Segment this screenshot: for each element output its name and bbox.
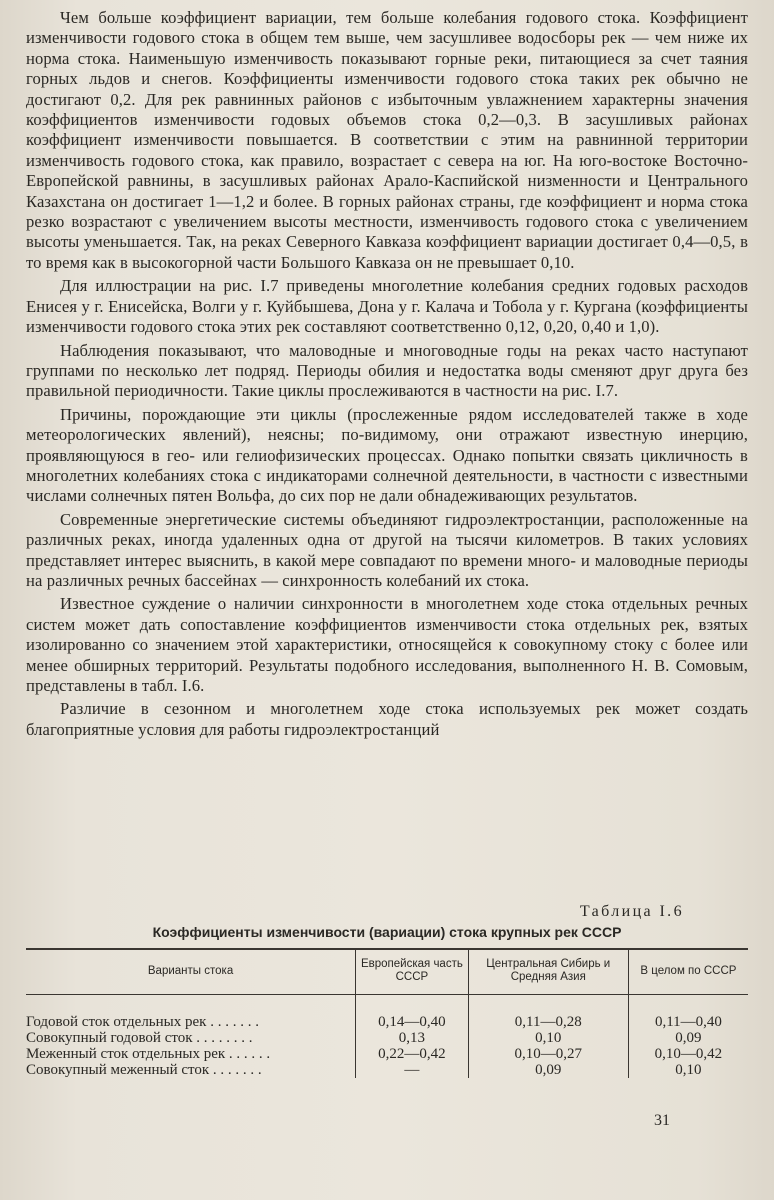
row-label: Совокупный годовой сток . . . . . . . . xyxy=(26,1030,253,1046)
paragraph: Современные энергетические системы объединяют гидроэлектростанции, расположенные на различных реках, иногда удаленных одна от другой на тысячи километров. В таких условиях представляет интерес выяснить, в какой мере совпадают по времени много- и маловодные периоды на различных речных бассейнах — синхронность колебаний их стока. xyxy=(26,509,748,590)
cell-european: 0,13 xyxy=(356,1030,469,1046)
table-row xyxy=(26,995,748,1031)
table-row xyxy=(26,1062,748,1078)
header-flow-variant: Варианты стока xyxy=(26,949,356,995)
cell-european: — xyxy=(356,1062,469,1078)
page-number: 31 xyxy=(654,1112,670,1129)
table-row xyxy=(26,1030,748,1046)
paragraph: Наблюдения показывают, что маловодные и многоводные годы на реках часто наступают группами по несколько лет подряд. Периоды обилия и недостатка воды сменяют друг друга без правильной периодичности. Такие циклы прослеживаются в частности на рис. I.7. xyxy=(26,340,748,401)
cell-total: 0,11—0,40 xyxy=(628,995,748,1031)
cell-european: 0,22—0,42 xyxy=(356,1046,469,1062)
cell-european: 0,14—0,40 xyxy=(356,995,469,1031)
paragraph: Для иллюстрации на рис. I.7 приведены многолетние колебания средних годовых расходов Енисея у г. Енисейска, Волги у г. Куйбышева, Дона у г. Калача и Тобола у г. Кургана (коэффициенты изменчивости годового стока этих рек составляют соответственно 0,12, 0,20, 0,40 и 1,0). xyxy=(26,276,748,337)
paragraph: Известное суждение о наличии синхронности в многолетнем ходе стока отдельных речных систем может дать сопоставление коэффициентов изменчивости стока отдельных рек, взятых изолированно со значением этой характеристики, относящейся к совокупному стоку с более или менее обширных территорий. Результаты подобного исследования, выполненного Н. В. Сомовым, представлены в табл. I.6. xyxy=(26,594,748,695)
header-central-siberia-asia: Центральная Сибирь и Средняя Азия xyxy=(468,949,628,995)
header-european-ussr: Европейская часть СССР xyxy=(356,949,469,995)
paragraph: Причины, порождающие эти циклы (прослеженные рядом исследователей также в ходе метеорологических явлений), неясны; по-видимому, они отражают известную инерцию, проявляющуюся в гео- или гелиофизических процессах. Однако попытки связать цикличность в многолетних колебаниях стока с индикаторами солнечной деятельности, в частности с известными числами солнечных пятен Вольфа, до сих пор не дали обнадеживающих результатов. xyxy=(26,404,748,506)
row-label: Совокупный меженный сток . . . . . . . xyxy=(26,1062,262,1078)
paragraph: Различие в сезонном и многолетнем ходе стока используемых рек может создать благоприятные условия для работы гидроэлектростанций xyxy=(26,699,748,739)
cell-total: 0,10 xyxy=(628,1062,748,1078)
table-header-row xyxy=(26,949,748,995)
body-text xyxy=(26,8,748,743)
row-label: Меженный сток отдельных рек . . . . . . xyxy=(26,1046,271,1062)
paragraph: Чем больше коэффициент вариации, тем больше колебания годового стока. Коэффициент изменчивости годового стока в общем тем выше, чем засушливее водосборы рек — чем ниже их норма стока. Наименьшую изменчивость показывают горные реки, питающиеся за счет таяния горных льдов и снегов. Коэффициенты изменчивости годового стока таких рек обычно не достигают 0,2. Для рек равнинных районов с избыточным увлажнением характерны значения коэффициентов изменчивости годовых объемов стока 0,2—0,3. В засушливых районах коэффициент изменчивости повышается. В соответствии с этим на равнинной территории изменчивость годового стока, как правило, возрастает с севера на юг. На юго-востоке Восточно-Европейской равнины, в засушливых районах Арало-Каспийской низменности и Центрального Казахстана он достигает 1—1,2 и более. В горных районах страны, где коэффициент и норма стока резко возрастают с увеличением высоты местности, изменчивость годового стока с увеличением высоты уменьшается. Так, на реках Северного Кавказа коэффициент вариации достигает 0,4—0,5, в то время как в высокогорной части Большого Кавказа он не превышает 0,10. xyxy=(26,8,748,272)
cell-total: 0,09 xyxy=(628,1030,748,1046)
header-ussr-total: В целом по СССР xyxy=(628,949,748,995)
cell-central: 0,11—0,28 xyxy=(468,995,628,1031)
cell-total: 0,10—0,42 xyxy=(628,1046,748,1062)
table-title: Коэффициенты изменчивости (вариации) стока крупных рек СССР xyxy=(152,924,622,940)
cell-central: 0,10 xyxy=(468,1030,628,1046)
cell-central: 0,09 xyxy=(468,1062,628,1078)
row-label: Годовой сток отдельных рек . . . . . . . xyxy=(26,1014,259,1030)
table-row xyxy=(26,1046,748,1062)
cell-central: 0,10—0,27 xyxy=(468,1046,628,1062)
variation-coefficients-table xyxy=(26,948,748,1078)
table-caption: Таблица I.6 xyxy=(579,903,684,920)
